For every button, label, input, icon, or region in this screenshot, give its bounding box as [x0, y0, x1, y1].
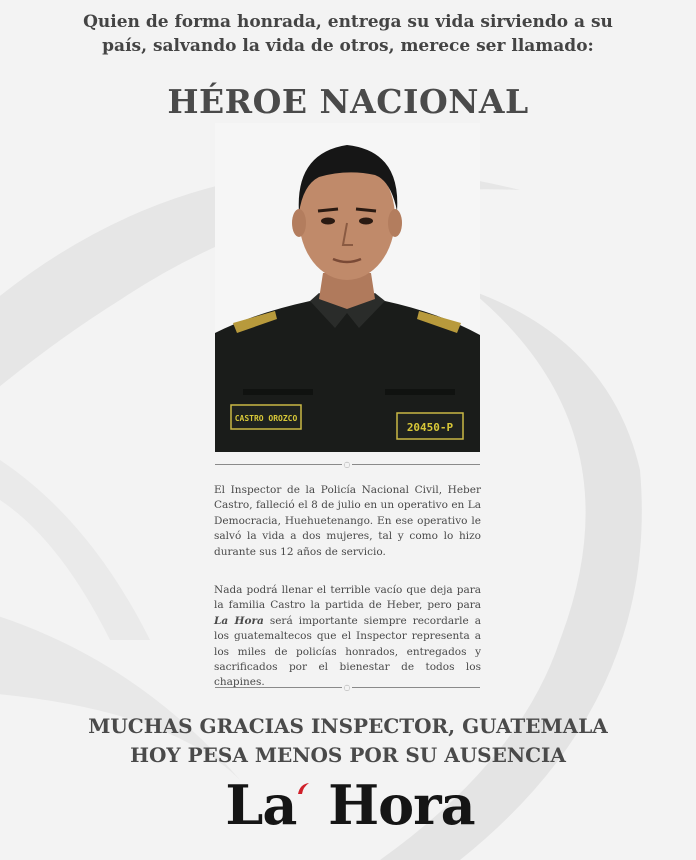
divider-top — [215, 460, 480, 470]
portrait-illustration — [215, 123, 480, 452]
divider-ornament-icon: ◌ — [343, 683, 351, 692]
logo-word-1: La — [225, 773, 297, 837]
intro-text — [20, 10, 676, 58]
closing-message — [0, 712, 696, 770]
la-hora-logo — [200, 770, 500, 840]
paragraph-2-brand: La Hora — [214, 614, 264, 627]
officer-portrait — [215, 123, 480, 452]
body-paragraph-1: El Inspector de la Policía Nacional Civil, Heber Castro, falleció el 8 de julio en un operativo en La Democracia, Huehuetenango. En ese operativo le salvó la vida a dos mujeres, tal y como lo hizo durante sus 12 años de servicio. — [214, 484, 481, 558]
logo-word-2: Hora — [328, 773, 475, 837]
logo-accent-icon — [296, 782, 310, 796]
divider-bottom — [215, 683, 480, 693]
intro-line-1: Quien de forma honrada, entrega su vida sirviendo a su — [83, 12, 613, 32]
name-tag-text: CASTRO OROZCO — [234, 414, 298, 423]
paragraph-2-end: será importante siempre recordarle a los guatemaltecos que el Inspector representa a los miles de policías honrados, entregados y sacrificados por el bienestar de todos los chapines. — [214, 614, 482, 689]
closing-line-1: MUCHAS GRACIAS INSPECTOR, GUATEMALA — [88, 714, 608, 738]
body-paragraph-2 — [214, 583, 481, 691]
headline: HÉROE NACIONAL — [167, 82, 529, 121]
divider-ornament-icon: ◌ — [343, 460, 351, 469]
closing-line-2: HOY PESA MENOS POR SU AUSENCIA — [130, 743, 566, 767]
intro-line-2: país, salvando la vida de otros, merece ser llamado: — [102, 36, 594, 56]
paragraph-2-start: Nada podrá llenar el terrible vacío que deja para la familia Castro la partida de Heber, pero para — [214, 584, 481, 612]
badge-number-text: 20450-P — [406, 421, 454, 434]
